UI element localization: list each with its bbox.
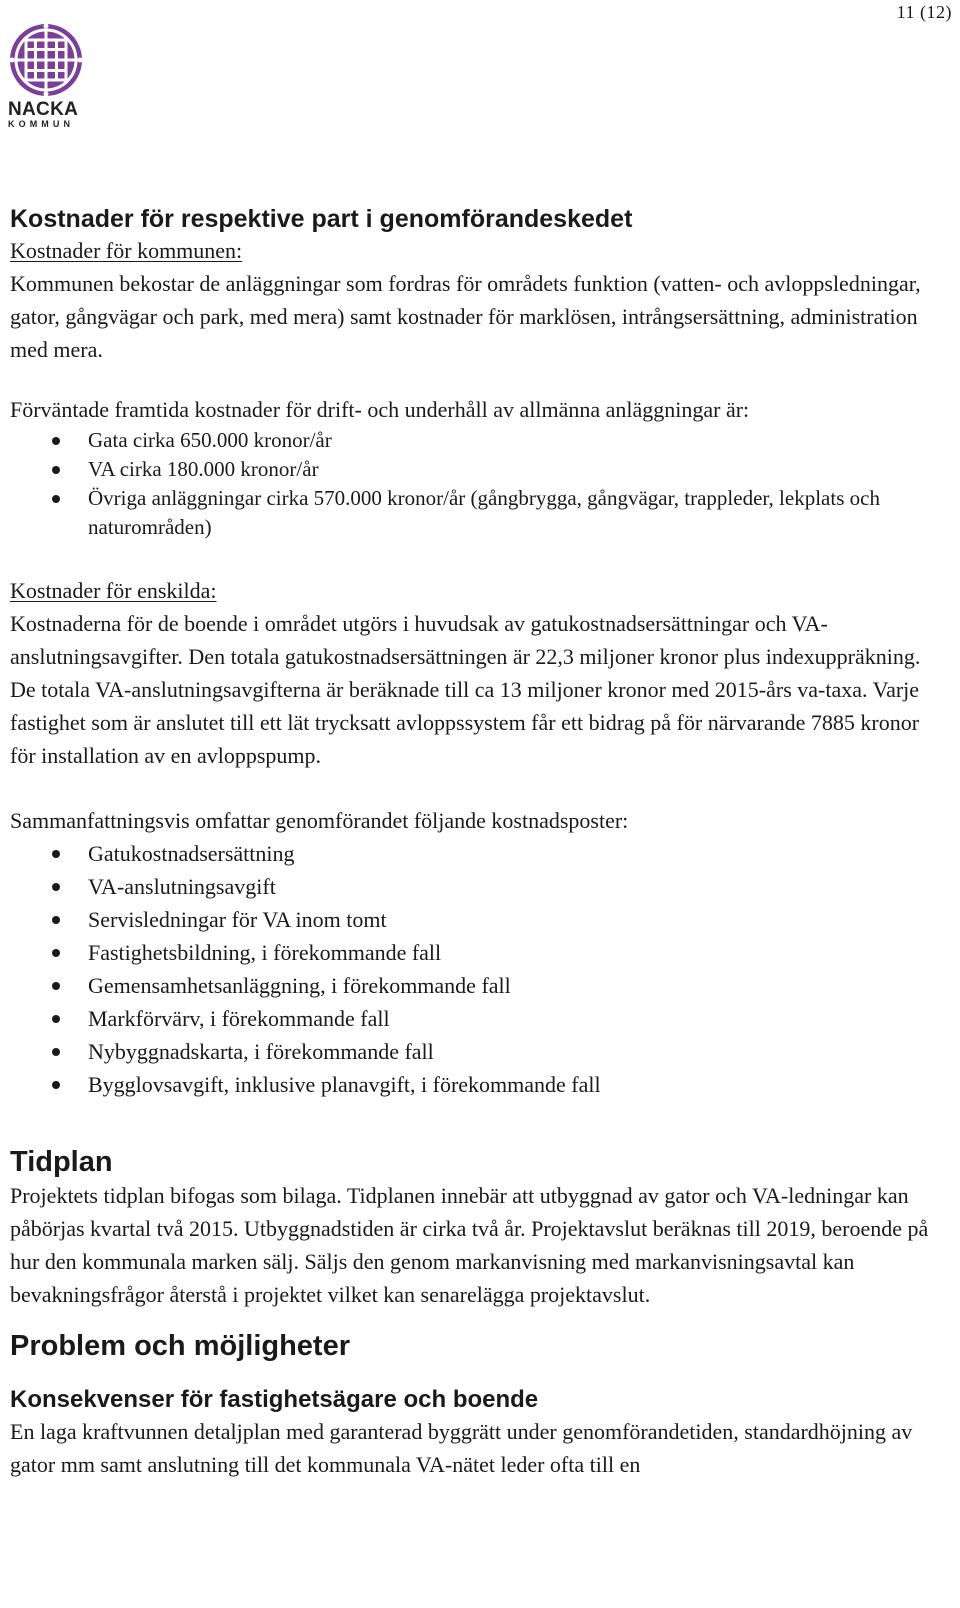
list-item: Bygglovsavgift, inklusive planavgift, i förekommande fall — [10, 1068, 940, 1101]
future-costs-list — [10, 426, 940, 542]
logo-name: NACKA — [8, 99, 79, 120]
private-costs-label: Kostnader för enskilda: — [10, 578, 217, 603]
document-body — [10, 204, 940, 1481]
logo-subtitle: KOMMUN — [8, 119, 75, 129]
nacka-crest-icon — [8, 22, 84, 98]
municipality-costs-label: Kostnader för kommunen: — [10, 238, 243, 263]
logo — [8, 22, 88, 129]
list-item: Servisledningar för VA inom tomt — [10, 903, 940, 936]
list-item: Gemensamhetsanläggning, i förekommande fall — [10, 969, 940, 1002]
consequences-text: En laga kraftvunnen detaljplan med garanterad byggrätt under genomförandetiden, standardhöjning av gator mm samt anslutning till det kommunala VA-nätet leder ofta till en — [10, 1419, 913, 1477]
consequences-subheading: Konsekvenser för fastighetsägare och boende — [10, 1386, 539, 1413]
list-item: VA cirka 180.000 kronor/år — [10, 455, 940, 484]
schedule-text: Projektets tidplan bifogas som bilaga. Tidplanen innebär att utbyggnad av gator och VA-ledningar kan påbörjas kvartal två 2015. Utbyggnadstiden är cirka två år. Projektavslut beräknas till 2019, beroende på hur den kommunala marken sälj. Säljs den genom markanvisning med markanvisningsavtal kan bevakningsfrågor återstå i projektet vilket kan senarelägga projektavslut. — [10, 1183, 929, 1307]
cost-items-list — [10, 837, 940, 1101]
list-item: Övriga anläggningar cirka 570.000 kronor/år (gångbrygga, gångvägar, trappleder, lekplats och naturområden) — [10, 484, 940, 542]
costs-heading: Kostnader för respektive part i genomförandeskedet — [10, 205, 633, 233]
schedule-heading: Tidplan — [10, 1146, 113, 1178]
list-item: Nybyggnadskarta, i förekommande fall — [10, 1035, 940, 1068]
page-number: 11 (12) — [896, 2, 952, 22]
summary-intro: Sammanfattningsvis omfattar genomförandet följande kostnadsposter: — [10, 808, 629, 833]
list-item: Markförvärv, i förekommande fall — [10, 1002, 940, 1035]
municipality-costs-text: Kommunen bekostar de anläggningar som fordras för områdets funktion (vatten- och avloppsledningar, gator, gångvägar och park, med mera) samt kostnader för marklösen, intrångsersättning, administration med mera. — [10, 271, 921, 362]
private-costs-text: Kostnaderna för de boende i området utgörs i huvudsak av gatukostnadsersättningar och VA-anslutningsavgifter. Den totala gatukostnadsersättningen är 22,3 miljoner kronor plus indexuppräkning. De totala VA-anslutningsavgifterna är beräknade till ca 13 miljoner kronor med 2015-års va-taxa. Varje fastighet som är anslutet till ett lät trycksatt avloppssystem får ett bidrag på för närvarande 7885 kronor för installation av en avloppspump. — [10, 611, 921, 768]
list-item: Gatukostnadsersättning — [10, 837, 940, 870]
list-item: Gata cirka 650.000 kronor/år — [10, 426, 940, 455]
problems-heading: Problem och möjligheter — [10, 1330, 350, 1362]
list-item: VA-anslutningsavgift — [10, 870, 940, 903]
list-item: Fastighetsbildning, i förekommande fall — [10, 936, 940, 969]
future-costs-intro: Förväntade framtida kostnader för drift- och underhåll av allmänna anläggningar är: — [10, 397, 750, 422]
